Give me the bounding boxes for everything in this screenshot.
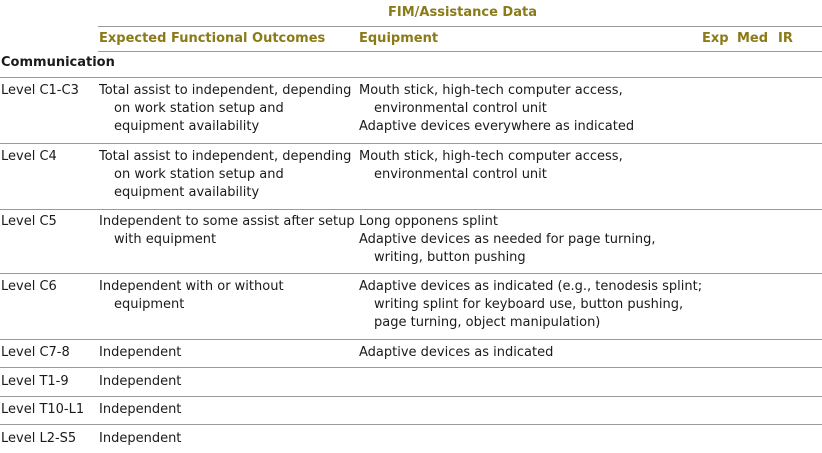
row-divider [0, 209, 822, 210]
header-underline [98, 26, 822, 27]
row-divider [0, 143, 822, 144]
row-level: Level C5 [1, 214, 57, 229]
row-equipment: Adaptive devices as indicated [359, 345, 554, 360]
row-level: Level T10-L1 [1, 402, 85, 417]
row-level: Level C7-8 [1, 345, 70, 360]
row-divider [0, 396, 822, 397]
column-header-ir: IR [778, 31, 793, 46]
row-outcomes: Independent [99, 345, 182, 360]
row-outcomes: Independent [99, 402, 182, 417]
row-divider [0, 273, 822, 274]
row-equipment: Mouth stick, high-tech computer access, environmental control unit Adaptive devices everywhere as indicated [359, 83, 635, 134]
row-outcomes: Total assist to independent, depending on work station setup and equipment availability [99, 83, 352, 134]
column-header-exp: Exp [702, 31, 729, 46]
row-equipment: Long opponens splint Adaptive devices as needed for page turning, writing, button pushing [359, 214, 656, 265]
row-divider [0, 424, 822, 425]
column-header-outcomes: Expected Functional Outcomes [99, 31, 326, 46]
row-outcomes: Independent to some assist after setup with equipment [99, 214, 355, 247]
section-title: Communication [1, 55, 115, 70]
row-equipment: Adaptive devices as indicated (e.g., tenodesis splint; writing splint for keyboard use, button pushing, page turning, object manipulation) [359, 279, 703, 330]
row-divider [0, 339, 822, 340]
row-divider [0, 367, 822, 368]
row-level: Level C4 [1, 149, 57, 164]
row-outcomes: Independent [99, 431, 182, 446]
group-header-fim: FIM/Assistance Data [388, 5, 537, 20]
section-divider [0, 77, 822, 78]
row-level: Level L2-S5 [1, 431, 77, 446]
row-level: Level T1-9 [1, 374, 69, 389]
column-header-equipment: Equipment [359, 31, 439, 46]
row-equipment: Mouth stick, high-tech computer access, environmental control unit [359, 149, 623, 182]
row-level: Level C6 [1, 279, 57, 294]
column-header-underline [98, 51, 822, 52]
column-header-med: Med [737, 31, 769, 46]
row-level: Level C1-C3 [1, 83, 79, 98]
row-outcomes: Independent [99, 374, 182, 389]
row-outcomes: Total assist to independent, depending on work station setup and equipment availability [99, 149, 352, 200]
row-outcomes: Independent with or without equipment [99, 279, 284, 312]
